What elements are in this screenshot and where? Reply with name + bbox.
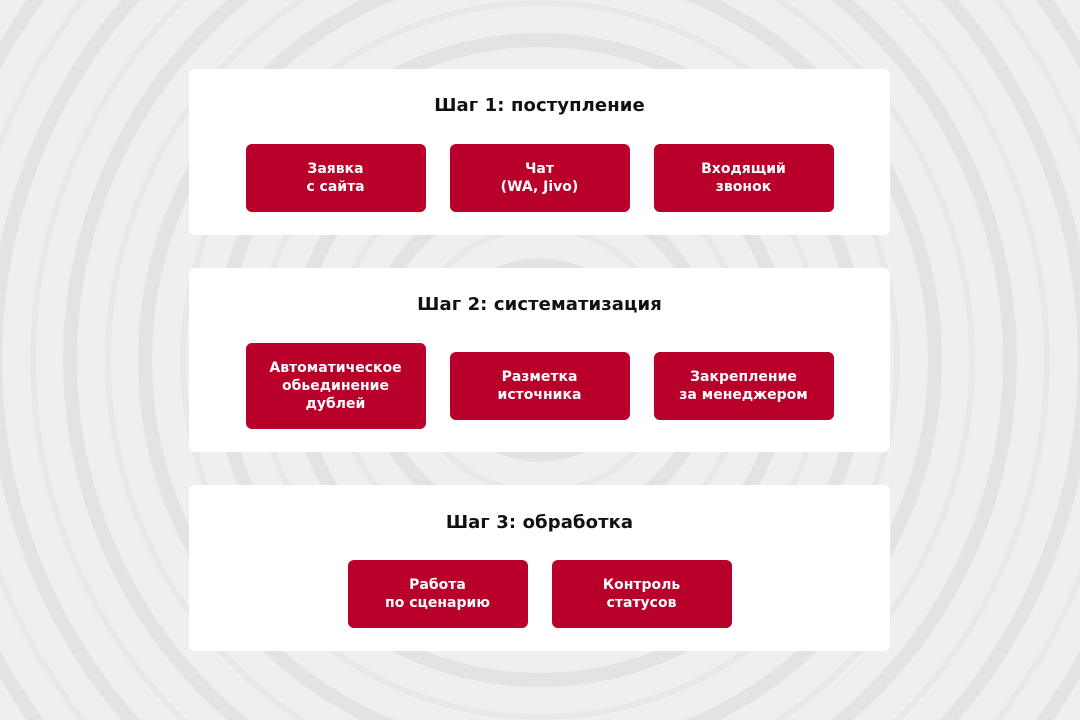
step-1-item-chat: Чат (WA, Jivo)	[450, 144, 630, 212]
step-2-title: Шаг 2: систематизация	[417, 294, 662, 315]
step-3-card	[189, 485, 890, 651]
step-1-item-call: Входящий звонок	[654, 144, 834, 212]
step-2-item-assign: Закрепление за менеджером	[654, 352, 834, 420]
step-2-item-dedupe: Автоматическое обьединение дублей	[246, 343, 426, 429]
step-2-item-source: Разметка источника	[450, 352, 630, 420]
step-3-item-scenario: Работа по сценарию	[348, 560, 528, 628]
step-1-items	[189, 144, 890, 212]
step-3-title: Шаг 3: обработка	[445, 512, 634, 533]
step-3-items	[189, 560, 890, 628]
step-1-title: Шаг 1: поступление	[434, 95, 645, 116]
step-2-card	[189, 268, 890, 452]
step-1-card	[189, 69, 890, 235]
step-3-item-status: Контроль статусов	[552, 560, 732, 628]
step-1-item-request: Заявка с сайта	[246, 144, 426, 212]
step-2-items	[189, 343, 890, 429]
